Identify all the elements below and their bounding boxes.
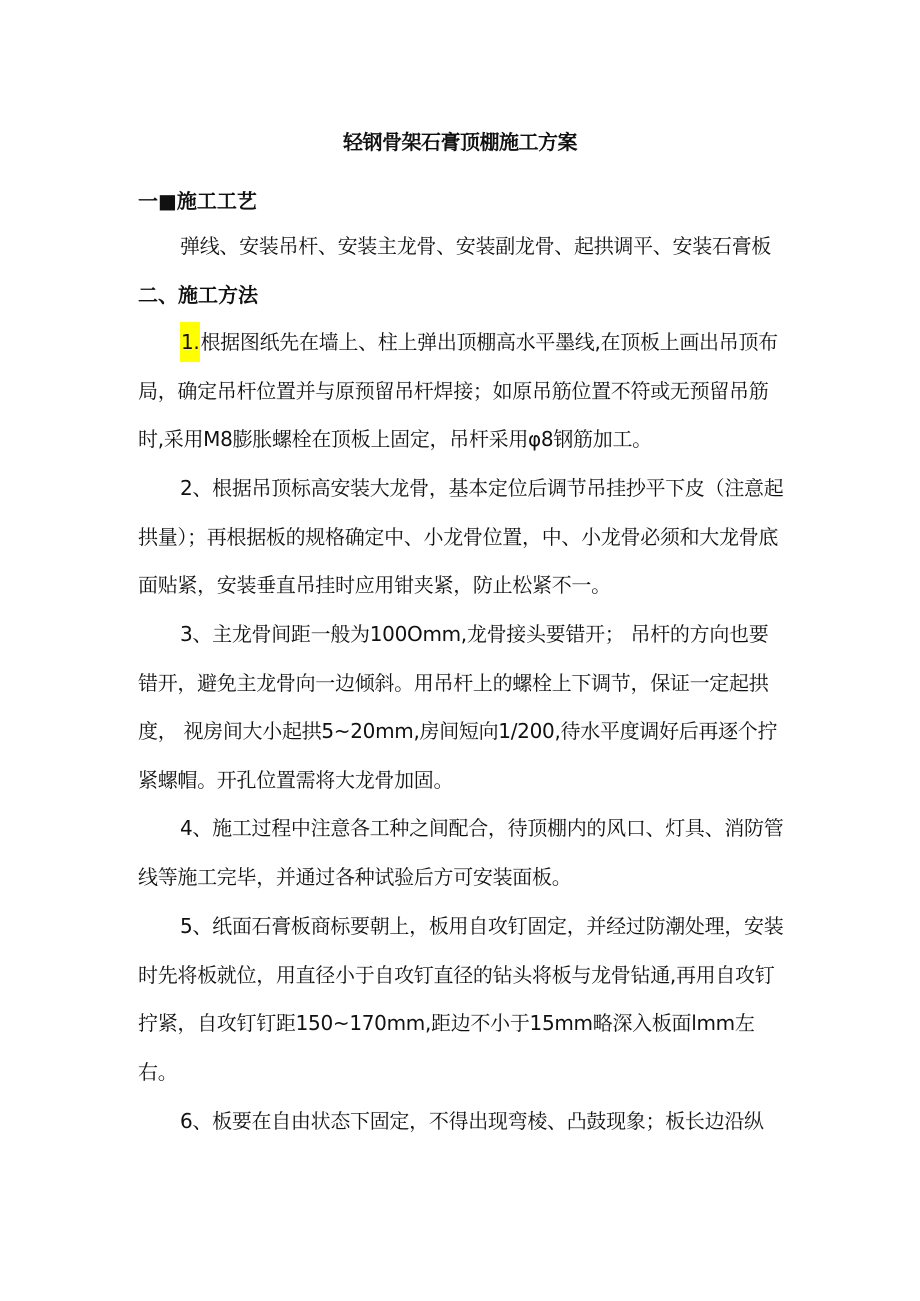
highlighted-item-number: 1. <box>180 322 200 362</box>
method-item-1-text: 根据图纸先在墙上、柱上弹出顶棚高水平墨线,在顶板上画出吊顶布局，确定吊杆位置并与原预留吊杆焊接；如原吊筋位置不符或无预留吊筋时,采用M8膨胀螺栓在顶板上固定，吊杆采用φ8钢筋加工。 <box>138 330 778 451</box>
section-heading-process: 一■施工工艺 <box>138 189 257 213</box>
method-item-1 <box>138 318 788 464</box>
process-steps-text: 弹线、安装吊杆、安装主龙骨、安装副龙骨、起拱调平、安装石膏板 <box>180 234 771 258</box>
method-item-4: 4、施工过程中注意各工种之间配合，待顶棚内的风口、灯具、消防管线等施工完毕，并通过各种试验后方可安装面板。 <box>138 816 784 889</box>
method-item-5: 5、纸面石膏板商标要朝上，板用自攻钉固定，并经过防潮处理，安装时先将板就位，用直径小于自攻钉直径的钻头将板与龙骨钻通,再用自攻钉拧紧，自攻钉钉距150~170mm,距边不小于15mm略深入板面lmm左右。 <box>138 914 784 1084</box>
method-item-6: 6、板要在自由状态下固定，不得出现弯棱、凸鼓现象；板长边沿纵 <box>180 1109 764 1133</box>
section-heading-method: 二、施工方法 <box>138 283 258 307</box>
method-item-3: 3、主龙骨间距一般为100Omm,龙骨接头要错开； 吊杆的方向也要错开，避免主龙骨向一边倾斜。用吊杆上的螺栓上下调节，保证一定起拱度， 视房间大小起拱5~20mm,房间短向1/200,待水平度调好后再逐个拧紧螺帽。开孔位置需将大龙骨加固。 <box>138 622 778 792</box>
method-item-2: 2、根据吊顶标高安装大龙骨，基本定位后调节吊挂抄平下皮（注意起拱量）；再根据板的规格确定中、小龙骨位置，中、小龙骨必须和大龙骨底面贴紧，安装垂直吊挂时应用钳夹紧，防止松紧不一。 <box>138 476 784 597</box>
document-title: 轻钢骨架石膏顶棚施工方案 <box>343 130 577 154</box>
